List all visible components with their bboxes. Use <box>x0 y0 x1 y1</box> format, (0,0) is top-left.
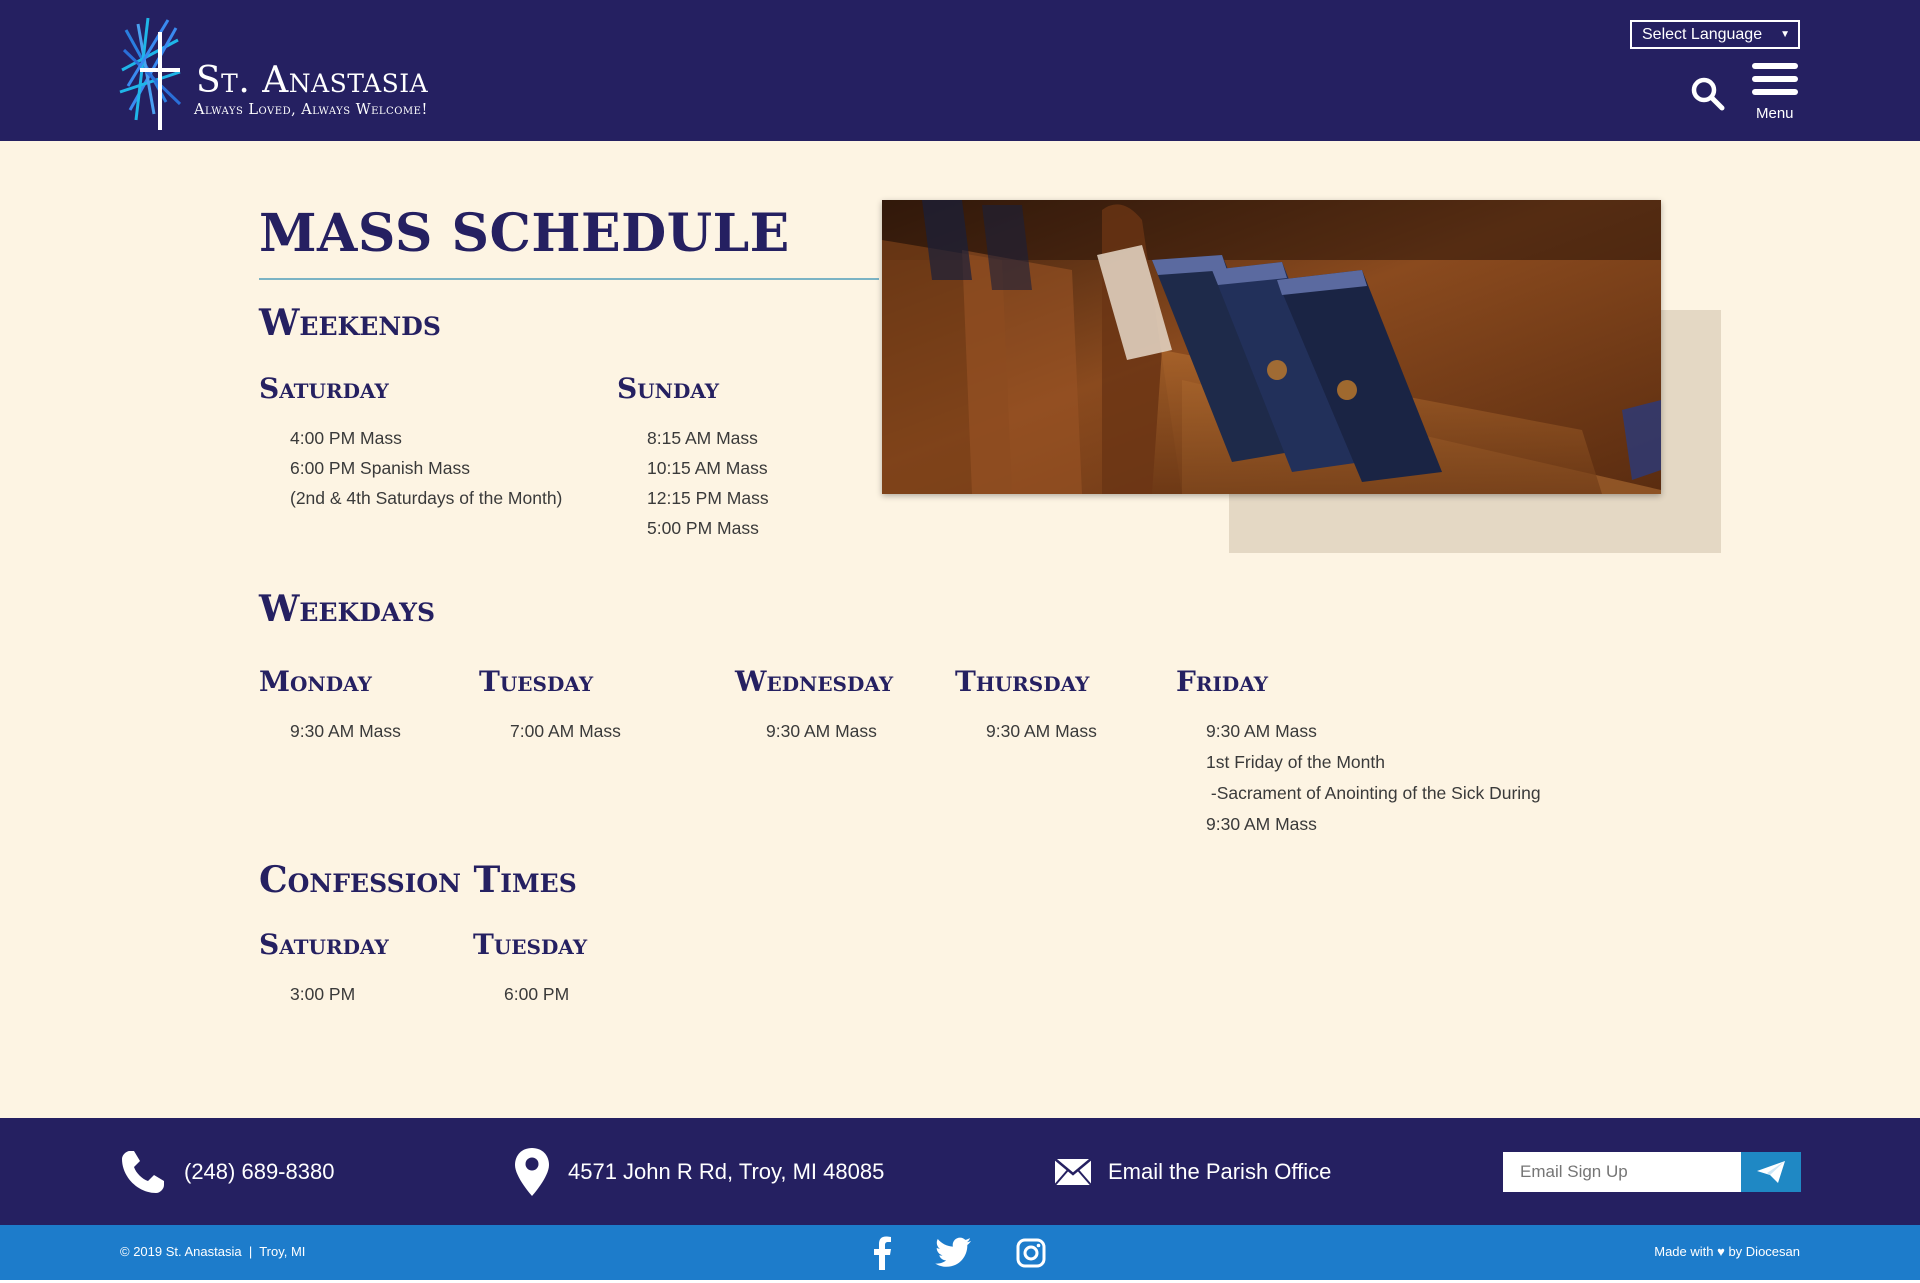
menu-label: Menu <box>1756 105 1794 122</box>
address-link[interactable] <box>512 1118 884 1225</box>
site-footer <box>0 1118 1920 1225</box>
confession-heading: Confession Times <box>259 859 577 901</box>
signup-submit-button[interactable] <box>1741 1152 1801 1192</box>
diocesan-link[interactable]: by Diocesan <box>1728 1244 1800 1259</box>
time-entry: 9:30 AM Mass <box>1206 814 1317 834</box>
time-entry: 10:15 AM Mass <box>647 458 768 478</box>
menu-button[interactable] <box>1752 63 1802 127</box>
twitter-icon[interactable] <box>934 1236 972 1270</box>
time-entry: 4:00 PM Mass <box>290 428 402 448</box>
map-pin-icon <box>512 1146 552 1198</box>
language-select[interactable] <box>1630 20 1800 49</box>
time-entry: 3:00 PM <box>290 984 356 1004</box>
confession-saturday-heading: Saturday <box>259 928 389 961</box>
email-office-text: Email the Parish Office <box>1108 1158 1332 1184</box>
time-entry: 9:30 AM Mass <box>766 721 877 741</box>
time-entry: 12:15 PM Mass <box>647 488 769 508</box>
logo-tagline: Always Loved, Always Welcome! <box>194 102 428 118</box>
weekday-thursday-heading: Thursday <box>955 665 1090 698</box>
confession-saturday-times <box>290 979 355 1009</box>
phone-icon <box>118 1147 168 1197</box>
time-entry: 8:15 AM Mass <box>647 428 758 448</box>
time-entry: 6:00 PM <box>504 984 570 1004</box>
weekend-saturday-times <box>290 423 562 513</box>
weekday-monday-heading: Monday <box>259 665 372 698</box>
pews-hymnals-image <box>882 200 1661 494</box>
site-header <box>0 0 1920 141</box>
time-entry: 9:30 AM Mass <box>1206 721 1317 741</box>
weekday-wednesday-heading: Wednesday <box>735 665 894 698</box>
weekdays-heading: Weekdays <box>259 588 436 630</box>
email-office-link[interactable] <box>1054 1118 1331 1225</box>
cross-logo-icon <box>118 10 196 132</box>
confession-tuesday-heading: Tuesday <box>473 928 588 961</box>
confession-tuesday-times <box>504 979 569 1009</box>
credit-prefix: Made with <box>1654 1244 1714 1259</box>
search-icon[interactable] <box>1690 76 1726 112</box>
weekday-wednesday-times <box>766 716 877 746</box>
address-text: 4571 John R Rd, Troy, MI 48085 <box>568 1158 885 1184</box>
weekday-tuesday-times <box>510 716 621 746</box>
time-entry: (2nd & 4th Saturdays of the Month) <box>290 488 563 508</box>
time-entry: 1st Friday of the Month <box>1206 752 1385 772</box>
copyright-text: © 2019 St. Anastasia | Troy, MI <box>120 1244 306 1259</box>
envelope-icon <box>1054 1158 1092 1186</box>
time-entry: 9:30 AM Mass <box>290 721 401 741</box>
weekday-thursday-times <box>986 716 1097 746</box>
instagram-icon[interactable] <box>1016 1236 1046 1270</box>
weekend-saturday-heading: Saturday <box>259 372 389 405</box>
email-signup-form <box>1503 1152 1801 1192</box>
weekends-heading: Weekends <box>259 302 441 344</box>
facebook-icon[interactable] <box>872 1236 892 1270</box>
weekday-friday-heading: Friday <box>1176 665 1268 698</box>
weekend-sunday-heading: Sunday <box>617 372 720 405</box>
logo-title: St. Anastasia <box>196 60 429 101</box>
credit-text <box>1654 1244 1800 1259</box>
page-title: MASS SCHEDULE <box>259 203 790 264</box>
paper-plane-icon <box>1756 1160 1786 1184</box>
time-entry: -Sacrament of Anointing of the Sick During <box>1206 783 1541 803</box>
weekday-tuesday-heading: Tuesday <box>479 665 594 698</box>
heart-icon: ♥ <box>1717 1244 1725 1259</box>
time-entry: 7:00 AM Mass <box>510 721 621 741</box>
footer-bottom-bar <box>0 1225 1920 1280</box>
hamburger-icon <box>1752 63 1802 95</box>
phone-number: (248) 689-8380 <box>184 1158 335 1184</box>
email-signup-input[interactable] <box>1503 1152 1741 1192</box>
weekday-friday-times <box>1206 716 1541 840</box>
church-pews-photo <box>882 200 1661 494</box>
time-entry: 5:00 PM Mass <box>647 518 759 538</box>
site-logo[interactable] <box>118 10 478 132</box>
title-divider <box>259 278 879 280</box>
time-entry: 6:00 PM Spanish Mass <box>290 458 470 478</box>
dropdown-arrow-icon: ▼ <box>1780 29 1790 40</box>
weekend-sunday-times <box>647 423 769 543</box>
phone-link[interactable] <box>118 1118 334 1225</box>
language-select-label: Select Language <box>1642 26 1763 43</box>
weekday-monday-times <box>290 716 401 746</box>
time-entry: 9:30 AM Mass <box>986 721 1097 741</box>
